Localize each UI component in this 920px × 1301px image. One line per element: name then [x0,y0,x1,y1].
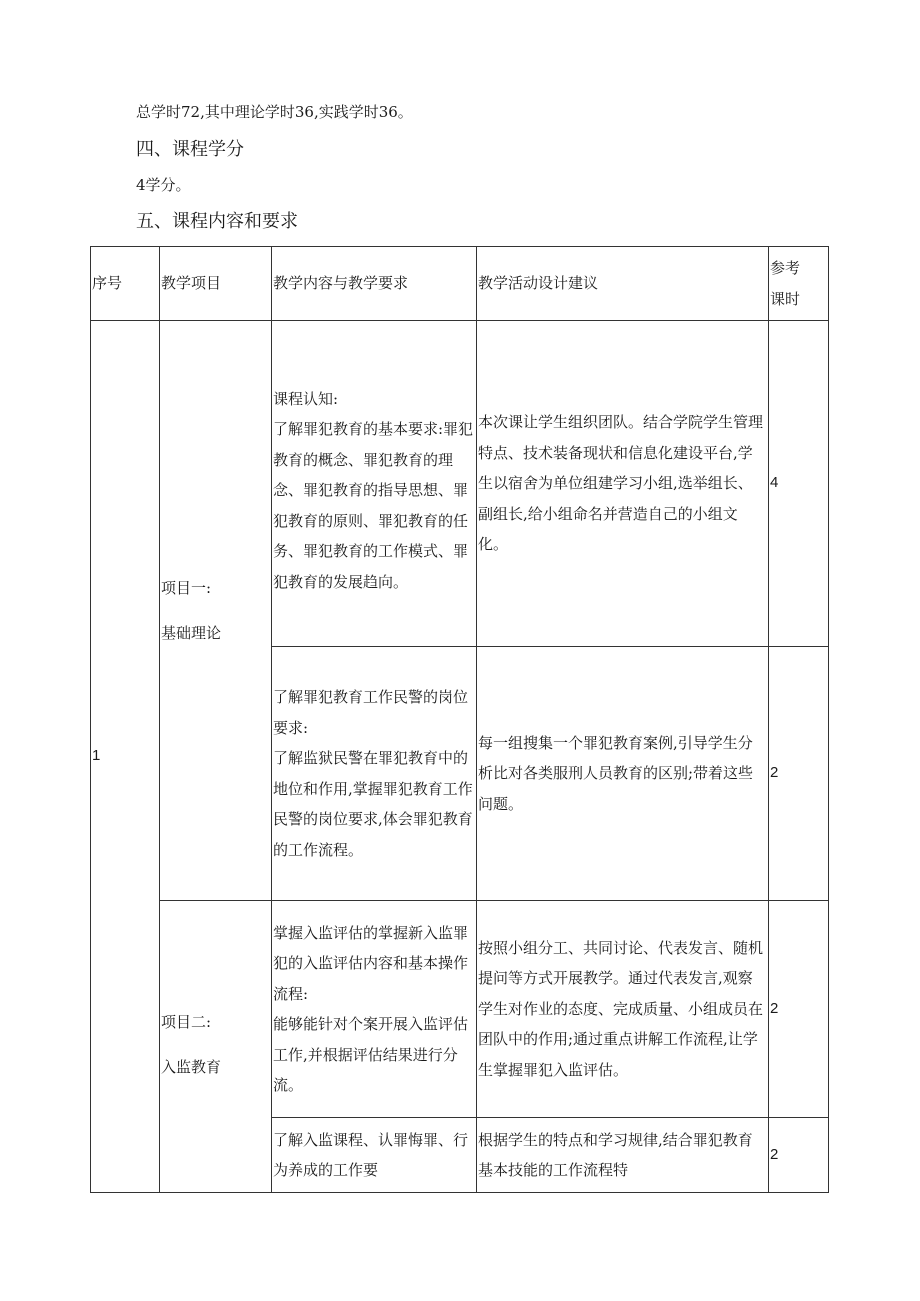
row4-hours: 2 [769,1118,829,1193]
hours-line: 总学时72,其中理论学时36,实践学时36。 [136,103,413,121]
project2-label: 项目二: [161,1013,212,1031]
project2-cell [160,901,272,1193]
row2-activity: 每一组搜集一个罪犯教育案例,引导学生分析比对各类服刑人员教育的区别;带着这些问题。 [477,647,769,901]
header-hours-line2: 课时 [770,289,801,308]
header-hours-line1: 参考 [770,259,801,277]
credits-line: 4学分。 [136,176,191,194]
header-hours [769,247,829,321]
header-activity: 教学活动设计建议 [477,247,769,321]
row4-content: 了解入监课程、认罪悔罪、行为养成的工作要 [272,1118,477,1193]
row1-content: 课程认知: 了解罪犯教育的基本要求:罪犯教育的概念、罪犯教育的理念、罪犯教育的指导思想、罪犯教育的原则、罪犯教育的任务、罪犯教育的工作模式、罪犯教育的发展趋向。 [272,321,477,647]
project2-name: 入监教育 [161,1057,222,1076]
row3-activity: 按照小组分工、共同讨论、代表发言、随机提问等方式开展教学。通过代表发言,观察学生对作业的态度、完成质量、小组成员在团队中的作用;通过重点讲解工作流程,让学生掌握罪犯入监评估。 [477,901,769,1118]
row2-content: 了解罪犯教育工作民警的岗位要求: 了解监狱民警在罪犯教育中的地位和作用,掌握罪犯教育工作民警的岗位要求,体会罪犯教育的工作流程。 [272,647,477,901]
section4-title: 四、课程学分 [136,139,244,160]
row1-hours: 4 [769,321,829,647]
header-seq: 序号 [91,247,160,321]
row1-activity: 本次课让学生组织团队。结合学院学生管理特点、技术装备现状和信息化建设平台,学生以宿舍为单位组建学习小组,选举组长、副组长,给小组命名并营造自己的小组文化。 [477,321,769,647]
table-row [91,321,829,647]
row2-hours: 2 [769,647,829,901]
course-content-table [90,246,829,1193]
seq-cell: 1 [91,321,160,1193]
project1-cell [160,321,272,901]
header-content: 教学内容与教学要求 [272,247,477,321]
row3-hours: 2 [769,901,829,1118]
row4-activity: 根据学生的特点和学习规律,结合罪犯教育基本技能的工作流程特 [477,1118,769,1193]
header-project: 教学项目 [160,247,272,321]
table-row [91,901,829,1118]
row3-content: 掌握入监评估的掌握新入监罪犯的入监评估内容和基本操作流程: 能够能针对个案开展入监评估工作,并根据评估结果进行分流。 [272,901,477,1118]
project1-label: 项目一: [161,579,212,597]
table-header-row [91,247,829,321]
project1-name: 基础理论 [161,623,222,642]
section5-title: 五、课程内容和要求 [136,211,298,232]
